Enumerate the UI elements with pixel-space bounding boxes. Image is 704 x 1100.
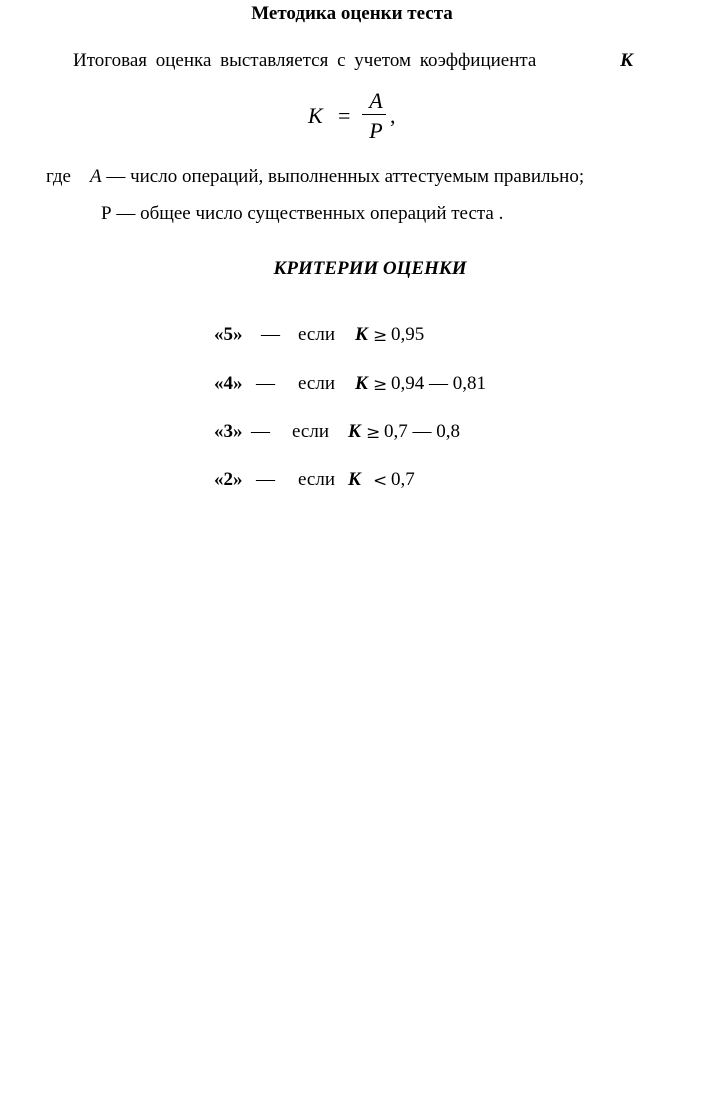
- operator: <: [373, 471, 388, 491]
- k-symbol: К: [355, 324, 368, 345]
- formula-lhs: К: [308, 103, 323, 128]
- definition-a: [46, 166, 584, 188]
- if-word: если: [298, 469, 335, 490]
- if-word: если: [298, 373, 335, 394]
- dash: —: [251, 421, 270, 442]
- k-symbol: К: [348, 421, 361, 442]
- k-symbol: К: [348, 469, 361, 490]
- threshold-value: 0,7 — 0,8: [384, 421, 460, 442]
- grade-label: «5»: [214, 324, 243, 345]
- a-definition-text: — число операций, выполненных аттестуемым правильно;: [106, 166, 585, 187]
- intro-text: Итоговая оценка выставляется с учетом коэффициента: [73, 50, 537, 71]
- formula-comma: ,: [390, 103, 396, 128]
- grade-label: «4»: [214, 373, 243, 394]
- fraction-bar: [362, 114, 386, 115]
- formula-numerator: А: [369, 88, 383, 113]
- if-word: если: [298, 324, 335, 345]
- formula-equals: =: [338, 103, 351, 128]
- document-title: Методика оценки теста: [251, 3, 453, 24]
- if-word: если: [292, 421, 329, 442]
- k-symbol: К: [355, 373, 368, 394]
- dash: —: [256, 469, 275, 490]
- threshold-value: 0,95: [391, 324, 425, 345]
- dash: —: [256, 373, 275, 394]
- operator: ≥: [373, 326, 388, 346]
- definition-p: Р — общее число существенных операций теста .: [101, 203, 504, 224]
- intro-paragraph: [73, 50, 633, 72]
- operator: ≥: [373, 375, 388, 395]
- operator: ≥: [366, 423, 381, 443]
- threshold-value: 0,7: [391, 469, 415, 490]
- a-variable: А: [89, 166, 102, 187]
- grade-label: «3»: [214, 421, 243, 442]
- where-word: где: [46, 166, 71, 187]
- dash: —: [261, 324, 280, 345]
- threshold-value: 0,94 — 0,81: [391, 373, 486, 394]
- grade-label: «2»: [214, 469, 243, 490]
- coefficient-symbol: К: [620, 50, 633, 71]
- formula-denominator: Р: [369, 118, 383, 143]
- criteria-heading: КРИТЕРИИ ОЦЕНКИ: [273, 258, 467, 279]
